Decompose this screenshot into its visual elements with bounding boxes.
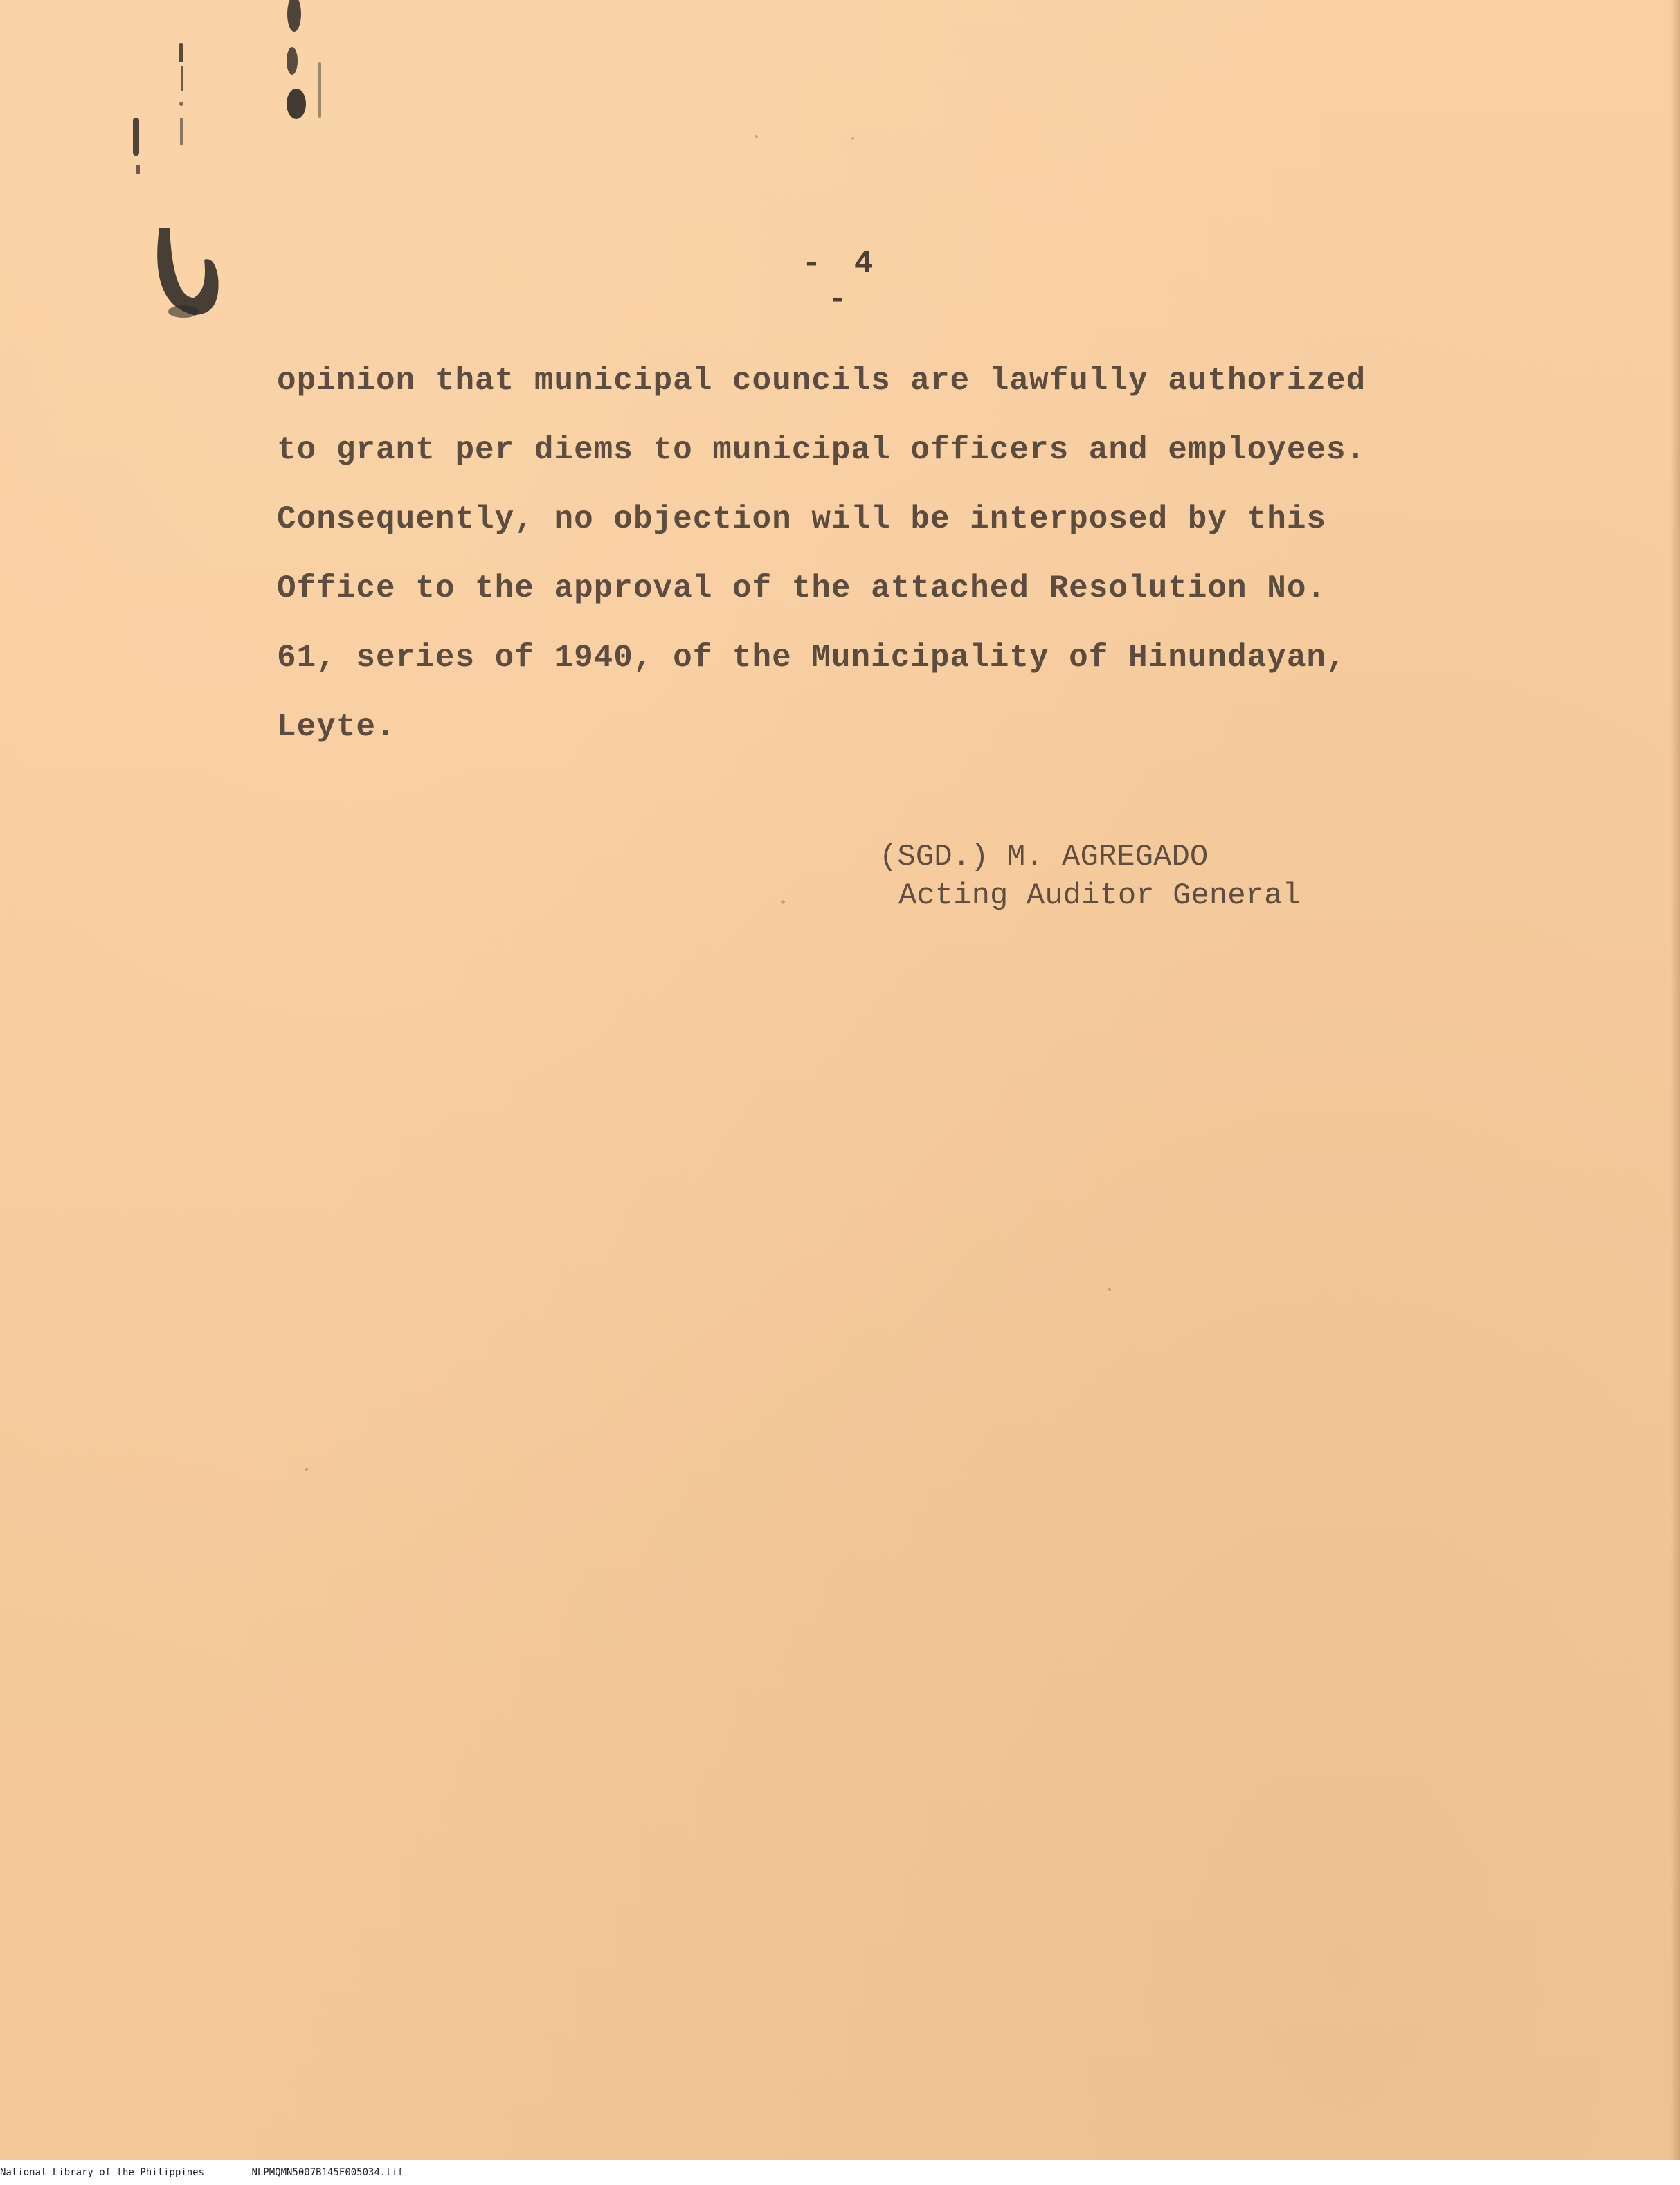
body-line: opinion that municipal councils are lawfully authorized xyxy=(277,363,1366,399)
binder-hole-marks xyxy=(118,0,367,332)
signature-title: Acting Auditor General xyxy=(898,879,1301,913)
body-line: to grant per diems to municipal officers and employees. xyxy=(277,432,1366,468)
footer-institution: National Library of the Philippines xyxy=(0,2167,205,2178)
scan-footer-strip xyxy=(0,2160,1680,2185)
paper-speck xyxy=(755,135,758,138)
page-edge-shadow xyxy=(1670,0,1680,2160)
signature-name: (SGD.) M. AGREGADO xyxy=(879,840,1209,874)
body-line: Office to the approval of the attached Resolution No. xyxy=(277,570,1327,606)
signature-block xyxy=(879,838,1301,915)
paper-speck xyxy=(1108,1288,1111,1291)
scan-footer xyxy=(0,2167,445,2182)
body-paragraph xyxy=(277,346,1440,762)
page-number: - 4 - xyxy=(802,246,880,318)
body-line: Leyte. xyxy=(277,709,396,745)
body-line: 61, series of 1940, of the Municipality of Hinundayan, xyxy=(277,640,1346,676)
paper-speck xyxy=(305,1468,308,1471)
paper-speck xyxy=(781,900,785,904)
paper-speck xyxy=(851,137,854,140)
footer-file-id: NLPMQMN5007B145F005034.tif xyxy=(251,2167,404,2178)
body-line: Consequently, no objection will be interposed by this xyxy=(277,501,1327,537)
